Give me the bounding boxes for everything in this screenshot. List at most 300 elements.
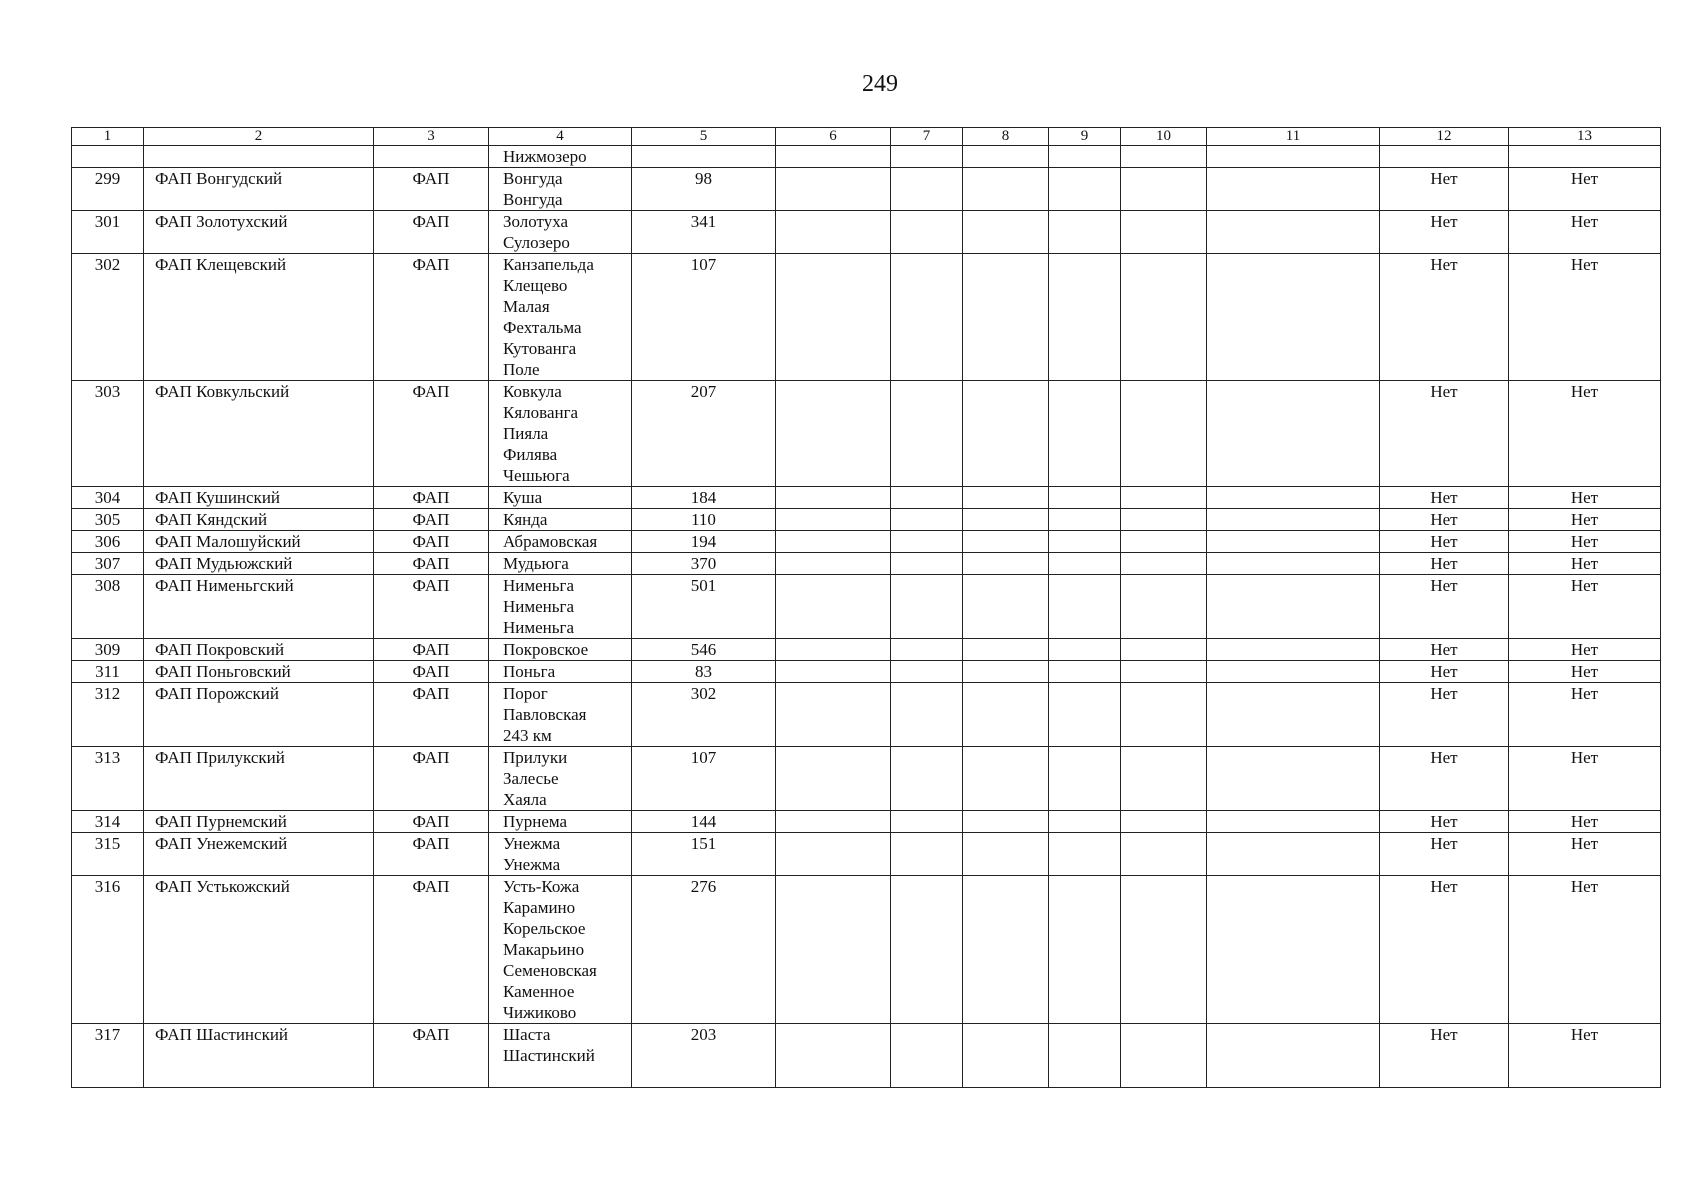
empty-cell-col-8 [963, 639, 1049, 661]
population-cell: 184 [632, 487, 776, 509]
settlement-name: Унежма [503, 855, 561, 874]
empty-cell-col-6 [776, 146, 891, 168]
table-row [72, 553, 1661, 575]
empty-cell-col-9 [1049, 381, 1121, 487]
empty-cell-col-10 [1121, 639, 1207, 661]
empty-cell-col-6 [776, 531, 891, 553]
facility-type-cell: ФАП [374, 639, 489, 661]
empty-cell-col-11 [1207, 531, 1380, 553]
settlements-cell [489, 487, 632, 509]
facility-name-cell: ФАП Шастинский [144, 1024, 374, 1088]
empty-cell-col-7 [891, 575, 963, 639]
column-header-12: 12 [1380, 128, 1509, 146]
facility-name-cell: ФАП Прилукский [144, 747, 374, 811]
settlements-cell [489, 661, 632, 683]
empty-cell-col-9 [1049, 747, 1121, 811]
table-row [72, 146, 1661, 168]
facility-name-cell: ФАП Клещевский [144, 254, 374, 381]
empty-cell-col-11 [1207, 553, 1380, 575]
empty-cell-col-8 [963, 661, 1049, 683]
empty-cell-col-7 [891, 683, 963, 747]
settlement-name: Чешьюга [503, 466, 570, 485]
empty-cell-col-10 [1121, 168, 1207, 211]
settlement-name: Ковкула [503, 382, 562, 401]
column-13-cell [1509, 146, 1661, 168]
empty-cell-col-7 [891, 146, 963, 168]
empty-cell-col-9 [1049, 168, 1121, 211]
settlement-name: Нижмозеро [503, 147, 587, 166]
facility-name-cell: ФАП Пурнемский [144, 811, 374, 833]
settlements-cell [489, 168, 632, 211]
settlements-cell [489, 1024, 632, 1088]
settlements-cell [489, 211, 632, 254]
column-header-4: 4 [489, 128, 632, 146]
column-12-cell: Нет [1380, 811, 1509, 833]
empty-cell-col-11 [1207, 661, 1380, 683]
column-12-cell: Нет [1380, 254, 1509, 381]
facility-type-cell: ФАП [374, 661, 489, 683]
empty-cell-col-7 [891, 211, 963, 254]
empty-cell-col-11 [1207, 487, 1380, 509]
empty-cell-col-9 [1049, 553, 1121, 575]
empty-cell-col-10 [1121, 661, 1207, 683]
table-row [72, 683, 1661, 747]
row-number-cell: 307 [72, 553, 144, 575]
settlements-cell [489, 876, 632, 1024]
table-row [72, 833, 1661, 876]
empty-cell-col-6 [776, 487, 891, 509]
facility-type-cell: ФАП [374, 487, 489, 509]
empty-cell-col-11 [1207, 639, 1380, 661]
settlement-name: Павловская [503, 705, 587, 724]
population-cell: 546 [632, 639, 776, 661]
empty-cell-col-9 [1049, 876, 1121, 1024]
empty-cell-col-11 [1207, 254, 1380, 381]
settlements-cell [489, 509, 632, 531]
empty-cell-col-11 [1207, 211, 1380, 254]
column-13-cell: Нет [1509, 553, 1661, 575]
empty-cell-col-11 [1207, 381, 1380, 487]
empty-cell-col-6 [776, 168, 891, 211]
empty-cell-col-10 [1121, 747, 1207, 811]
settlement-name: Семеновская [503, 961, 597, 980]
column-header-1: 1 [72, 128, 144, 146]
settlements-cell [489, 639, 632, 661]
population-cell: 107 [632, 254, 776, 381]
empty-cell-col-6 [776, 575, 891, 639]
column-13-cell: Нет [1509, 211, 1661, 254]
row-number-cell: 302 [72, 254, 144, 381]
table-row [72, 509, 1661, 531]
empty-cell-col-9 [1049, 211, 1121, 254]
empty-cell-col-6 [776, 381, 891, 487]
empty-cell-col-8 [963, 531, 1049, 553]
empty-cell-col-8 [963, 553, 1049, 575]
facility-type-cell: ФАП [374, 168, 489, 211]
empty-cell-col-10 [1121, 876, 1207, 1024]
facility-name-cell: ФАП Мудьюжский [144, 553, 374, 575]
facility-name-cell: ФАП Покровский [144, 639, 374, 661]
settlement-name: Пурнема [503, 812, 568, 831]
settlement-name: Шастинский [503, 1046, 595, 1065]
population-cell: 207 [632, 381, 776, 487]
empty-cell-col-7 [891, 661, 963, 683]
empty-cell-col-9 [1049, 683, 1121, 747]
facility-type-cell [374, 146, 489, 168]
settlement-name: Вонгуда [503, 190, 563, 209]
empty-cell-col-7 [891, 168, 963, 211]
empty-cell-col-7 [891, 747, 963, 811]
facility-type-cell: ФАП [374, 381, 489, 487]
empty-cell-col-8 [963, 168, 1049, 211]
settlement-name: Унежма [503, 834, 561, 853]
empty-cell-col-7 [891, 254, 963, 381]
settlement-name: Кутованга [503, 339, 577, 358]
empty-cell-col-8 [963, 747, 1049, 811]
facility-type-cell: ФАП [374, 553, 489, 575]
facility-name-cell: ФАП Порожский [144, 683, 374, 747]
page-number: 249 [862, 71, 898, 97]
empty-cell-col-10 [1121, 575, 1207, 639]
settlement-name: Нименьга [503, 618, 575, 637]
row-number-cell: 312 [72, 683, 144, 747]
table-row [72, 639, 1661, 661]
column-13-cell: Нет [1509, 487, 1661, 509]
empty-cell-col-10 [1121, 531, 1207, 553]
settlements-cell [489, 811, 632, 833]
empty-cell-col-10 [1121, 811, 1207, 833]
population-cell: 276 [632, 876, 776, 1024]
column-13-cell: Нет [1509, 254, 1661, 381]
settlement-name: Прилуки [503, 748, 568, 767]
empty-cell-col-10 [1121, 254, 1207, 381]
empty-cell-col-8 [963, 381, 1049, 487]
empty-cell-col-6 [776, 811, 891, 833]
facility-name-cell: ФАП Нименьгский [144, 575, 374, 639]
empty-cell-col-7 [891, 811, 963, 833]
column-header-6: 6 [776, 128, 891, 146]
facility-name-cell: ФАП Кушинский [144, 487, 374, 509]
row-number-cell: 306 [72, 531, 144, 553]
facility-name-cell: ФАП Золотухский [144, 211, 374, 254]
column-13-cell: Нет [1509, 661, 1661, 683]
facility-type-cell: ФАП [374, 747, 489, 811]
column-12-cell [1380, 146, 1509, 168]
column-13-cell: Нет [1509, 531, 1661, 553]
facility-type-cell: ФАП [374, 531, 489, 553]
empty-cell-col-7 [891, 833, 963, 876]
column-header-7: 7 [891, 128, 963, 146]
settlement-name: Куша [503, 488, 543, 507]
empty-cell-col-6 [776, 1024, 891, 1088]
settlements-cell [489, 553, 632, 575]
empty-cell-col-9 [1049, 487, 1121, 509]
row-number-cell: 299 [72, 168, 144, 211]
empty-cell-col-9 [1049, 833, 1121, 876]
settlement-name: Малая [503, 297, 550, 316]
empty-cell-col-7 [891, 531, 963, 553]
column-12-cell: Нет [1380, 553, 1509, 575]
table-row [72, 531, 1661, 553]
population-cell: 83 [632, 661, 776, 683]
row-number-cell: 308 [72, 575, 144, 639]
row-number-cell: 315 [72, 833, 144, 876]
empty-cell-col-9 [1049, 509, 1121, 531]
column-header-10: 10 [1121, 128, 1207, 146]
column-12-cell: Нет [1380, 487, 1509, 509]
empty-cell-col-8 [963, 833, 1049, 876]
settlement-name: Чижиково [503, 1003, 577, 1022]
settlement-name: Клещево [503, 276, 568, 295]
empty-cell-col-11 [1207, 509, 1380, 531]
population-cell: 341 [632, 211, 776, 254]
row-number-cell: 303 [72, 381, 144, 487]
facility-type-cell: ФАП [374, 509, 489, 531]
settlement-name: Залесье [503, 769, 559, 788]
empty-cell-col-10 [1121, 683, 1207, 747]
column-13-cell: Нет [1509, 876, 1661, 1024]
column-12-cell: Нет [1380, 575, 1509, 639]
settlement-name: Каменное [503, 982, 575, 1001]
settlement-name: Усть-Кожа [503, 877, 580, 896]
empty-cell-col-11 [1207, 1024, 1380, 1088]
table-body [72, 146, 1661, 1088]
column-header-13: 13 [1509, 128, 1661, 146]
column-13-cell: Нет [1509, 381, 1661, 487]
column-12-cell: Нет [1380, 639, 1509, 661]
empty-cell-col-9 [1049, 1024, 1121, 1088]
empty-cell-col-7 [891, 509, 963, 531]
empty-cell-col-6 [776, 683, 891, 747]
settlement-name: Поле [503, 360, 540, 379]
settlement-name: Кянда [503, 510, 548, 529]
column-13-cell: Нет [1509, 833, 1661, 876]
settlement-name: Абрамовская [503, 532, 598, 551]
table-row [72, 168, 1661, 211]
facility-name-cell: ФАП Устькожский [144, 876, 374, 1024]
empty-cell-col-9 [1049, 531, 1121, 553]
facility-name-cell: ФАП Малошуйский [144, 531, 374, 553]
settlements-cell [489, 531, 632, 553]
column-header-2: 2 [144, 128, 374, 146]
empty-cell-col-6 [776, 553, 891, 575]
empty-cell-col-6 [776, 747, 891, 811]
empty-cell-col-7 [891, 639, 963, 661]
empty-cell-col-9 [1049, 639, 1121, 661]
facility-name-cell: ФАП Ковкульский [144, 381, 374, 487]
column-12-cell: Нет [1380, 833, 1509, 876]
empty-cell-col-11 [1207, 833, 1380, 876]
empty-cell-col-8 [963, 487, 1049, 509]
population-cell: 370 [632, 553, 776, 575]
settlement-name: Корельское [503, 919, 586, 938]
empty-cell-col-7 [891, 1024, 963, 1088]
facility-type-cell: ФАП [374, 575, 489, 639]
population-cell [632, 146, 776, 168]
empty-cell-col-10 [1121, 146, 1207, 168]
empty-cell-col-11 [1207, 575, 1380, 639]
row-padding [503, 1066, 631, 1087]
column-12-cell: Нет [1380, 683, 1509, 747]
table-row [72, 381, 1661, 487]
table-row [72, 811, 1661, 833]
facility-type-cell: ФАП [374, 211, 489, 254]
row-number-cell: 317 [72, 1024, 144, 1088]
population-cell: 302 [632, 683, 776, 747]
settlement-name: Нименьга [503, 576, 575, 595]
settlement-name: Хаяла [503, 790, 547, 809]
facility-type-cell: ФАП [374, 876, 489, 1024]
settlements-cell [489, 381, 632, 487]
table-row [72, 254, 1661, 381]
empty-cell-col-8 [963, 509, 1049, 531]
column-12-cell: Нет [1380, 876, 1509, 1024]
settlements-cell [489, 833, 632, 876]
population-cell: 151 [632, 833, 776, 876]
row-number-cell: 313 [72, 747, 144, 811]
column-13-cell: Нет [1509, 811, 1661, 833]
row-number-cell: 305 [72, 509, 144, 531]
settlement-name: Макарьино [503, 940, 585, 959]
settlement-name: Шаста [503, 1025, 551, 1044]
column-header-5: 5 [632, 128, 776, 146]
empty-cell-col-11 [1207, 683, 1380, 747]
empty-cell-col-10 [1121, 381, 1207, 487]
table-row [72, 211, 1661, 254]
facility-type-cell: ФАП [374, 254, 489, 381]
empty-cell-col-9 [1049, 146, 1121, 168]
facility-type-cell: ФАП [374, 683, 489, 747]
empty-cell-col-6 [776, 876, 891, 1024]
settlements-cell [489, 254, 632, 381]
facility-name-cell: ФАП Вонгудский [144, 168, 374, 211]
row-number-cell: 309 [72, 639, 144, 661]
settlement-name: Кялованга [503, 403, 579, 422]
column-13-cell: Нет [1509, 683, 1661, 747]
empty-cell-col-11 [1207, 747, 1380, 811]
empty-cell-col-9 [1049, 661, 1121, 683]
settlement-name: Мудьюга [503, 554, 569, 573]
table-row [72, 876, 1661, 1024]
empty-cell-col-11 [1207, 876, 1380, 1024]
column-13-cell: Нет [1509, 639, 1661, 661]
table-row [72, 747, 1661, 811]
population-cell: 203 [632, 1024, 776, 1088]
empty-cell-col-6 [776, 254, 891, 381]
empty-cell-col-6 [776, 211, 891, 254]
empty-cell-col-7 [891, 487, 963, 509]
empty-cell-col-9 [1049, 811, 1121, 833]
empty-cell-col-6 [776, 639, 891, 661]
empty-cell-col-8 [963, 146, 1049, 168]
column-13-cell: Нет [1509, 509, 1661, 531]
settlements-cell [489, 683, 632, 747]
empty-cell-col-9 [1049, 254, 1121, 381]
facility-name-cell: ФАП Поньговский [144, 661, 374, 683]
empty-cell-col-7 [891, 381, 963, 487]
column-header-11: 11 [1207, 128, 1380, 146]
data-table [71, 127, 1661, 1088]
column-12-cell: Нет [1380, 531, 1509, 553]
column-header-8: 8 [963, 128, 1049, 146]
column-12-cell: Нет [1380, 168, 1509, 211]
empty-cell-col-10 [1121, 553, 1207, 575]
population-cell: 110 [632, 509, 776, 531]
column-12-cell: Нет [1380, 747, 1509, 811]
empty-cell-col-8 [963, 1024, 1049, 1088]
row-number-cell: 311 [72, 661, 144, 683]
population-cell: 107 [632, 747, 776, 811]
row-number-cell: 314 [72, 811, 144, 833]
row-number-cell [72, 146, 144, 168]
empty-cell-col-10 [1121, 509, 1207, 531]
column-12-cell: Нет [1380, 661, 1509, 683]
facility-type-cell: ФАП [374, 811, 489, 833]
population-cell: 144 [632, 811, 776, 833]
population-cell: 501 [632, 575, 776, 639]
column-13-cell: Нет [1509, 575, 1661, 639]
settlement-name: Золотуха [503, 212, 569, 231]
empty-cell-col-8 [963, 683, 1049, 747]
column-header-9: 9 [1049, 128, 1121, 146]
settlement-name: Покровское [503, 640, 589, 659]
settlement-name: Вонгуда [503, 169, 563, 188]
empty-cell-col-7 [891, 553, 963, 575]
empty-cell-col-11 [1207, 146, 1380, 168]
table-row [72, 661, 1661, 683]
facility-name-cell: ФАП Кяндский [144, 509, 374, 531]
empty-cell-col-11 [1207, 811, 1380, 833]
empty-cell-col-10 [1121, 833, 1207, 876]
settlement-name: 243 км [503, 726, 552, 745]
empty-cell-col-8 [963, 575, 1049, 639]
empty-cell-col-6 [776, 661, 891, 683]
column-12-cell: Нет [1380, 381, 1509, 487]
empty-cell-col-11 [1207, 168, 1380, 211]
column-12-cell: Нет [1380, 1024, 1509, 1088]
column-12-cell: Нет [1380, 211, 1509, 254]
empty-cell-col-6 [776, 509, 891, 531]
facility-name-cell [144, 146, 374, 168]
column-number-header-row [72, 128, 1661, 146]
empty-cell-col-10 [1121, 1024, 1207, 1088]
settlements-cell [489, 747, 632, 811]
settlement-name: Карамино [503, 898, 576, 917]
settlement-name: Филява [503, 445, 558, 464]
empty-cell-col-6 [776, 833, 891, 876]
table-row [72, 487, 1661, 509]
empty-cell-col-8 [963, 876, 1049, 1024]
column-header-3: 3 [374, 128, 489, 146]
settlement-name: Порог [503, 684, 548, 703]
row-number-cell: 301 [72, 211, 144, 254]
facility-type-cell: ФАП [374, 1024, 489, 1088]
column-13-cell: Нет [1509, 168, 1661, 211]
settlement-name: Сулозеро [503, 233, 570, 252]
empty-cell-col-8 [963, 211, 1049, 254]
row-number-cell: 316 [72, 876, 144, 1024]
column-13-cell: Нет [1509, 1024, 1661, 1088]
settlements-cell [489, 575, 632, 639]
empty-cell-col-10 [1121, 211, 1207, 254]
empty-cell-col-8 [963, 254, 1049, 381]
settlement-name: Поньга [503, 662, 556, 681]
settlement-name: Канзапельда [503, 255, 594, 274]
row-number-cell: 304 [72, 487, 144, 509]
facility-type-cell: ФАП [374, 833, 489, 876]
population-cell: 194 [632, 531, 776, 553]
empty-cell-col-9 [1049, 575, 1121, 639]
